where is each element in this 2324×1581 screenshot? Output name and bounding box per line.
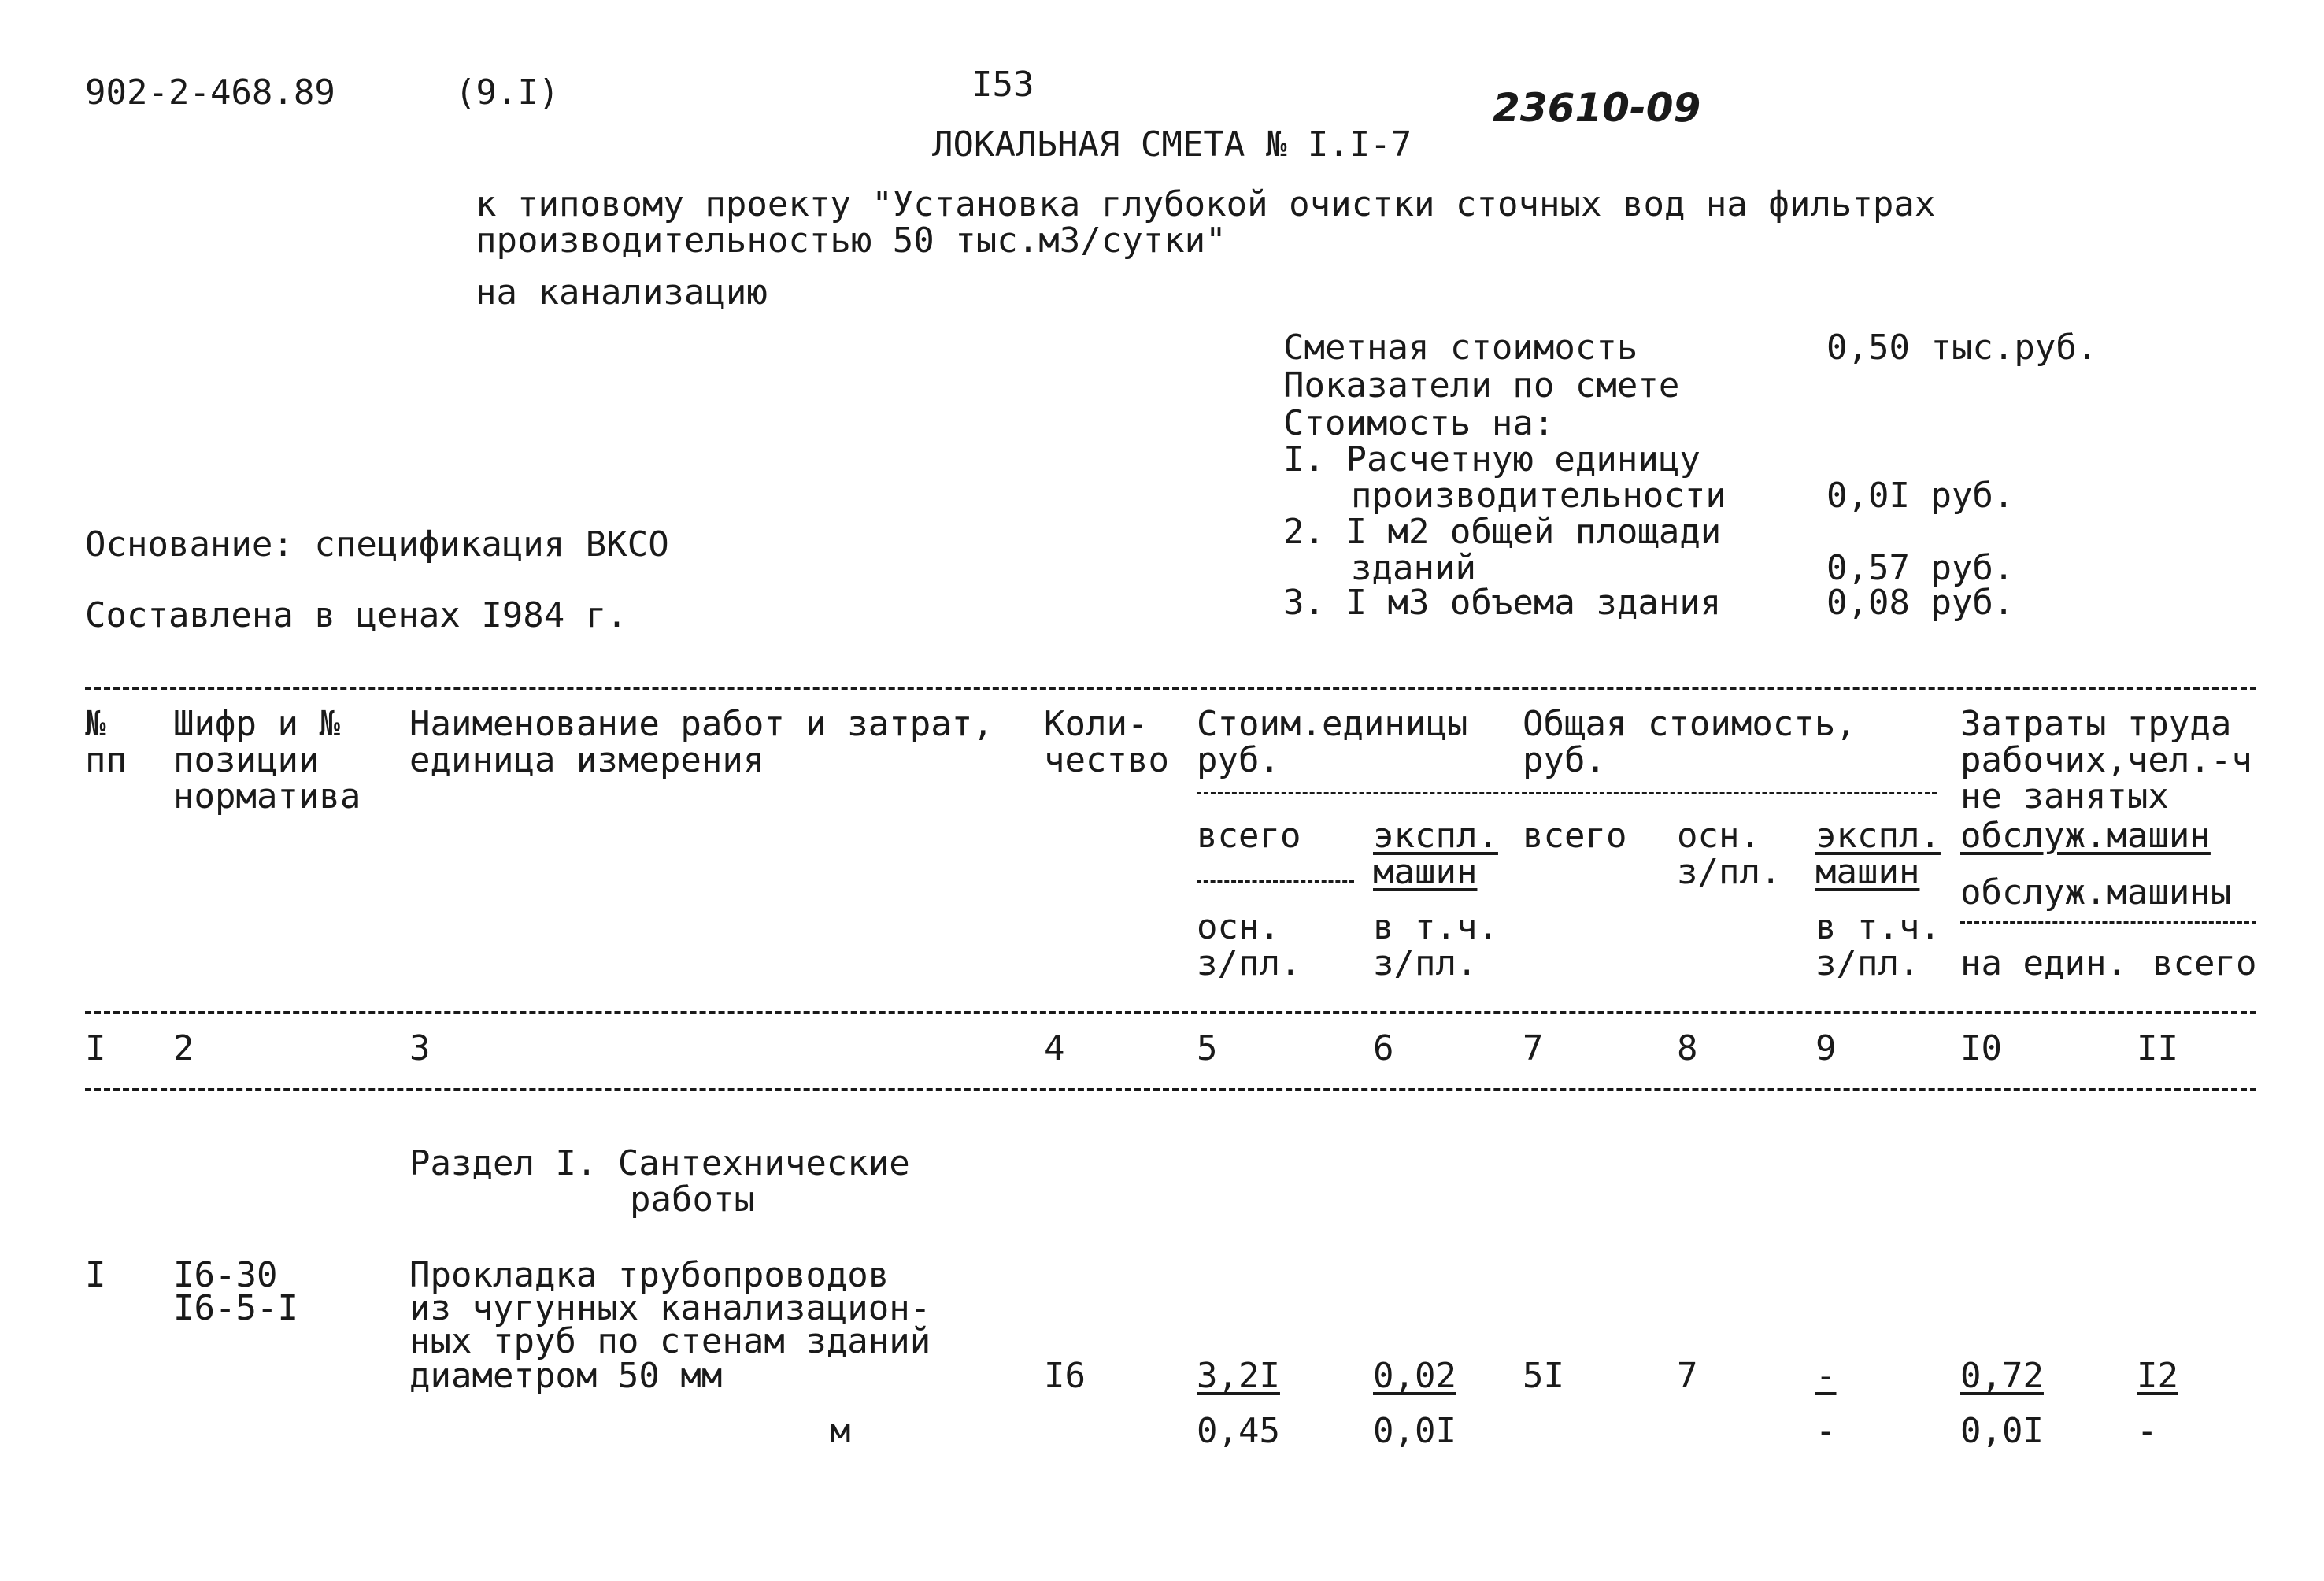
column-number: 4 [1044,1028,1065,1068]
column-numbers-bottom-rule [85,1088,2256,1091]
indicator-2-value: 0,57 руб. [1826,548,2015,588]
unit-mach-wage-subheader: в т.ч. [1373,907,1498,947]
column-number: 9 [1815,1028,1837,1068]
row-code-1: I6-30 [173,1255,278,1295]
row-name-2: из чугунных канализацион- [409,1288,931,1328]
col-qty-header-2: чество [1044,740,1169,780]
subtitle-line-2: производительностью 50 тыс.м3/сутки" [476,220,1227,261]
row-total-mach: - [1815,1356,1837,1396]
indicator-1-value: 0,0I руб. [1826,476,2015,516]
indicator-1-line-2: производительности [1351,476,1726,516]
col-name-header-2: единица измерения [409,740,764,780]
subtitle-line-1: к типовому проекту "Установка глубокой очистки сточных вод на фильтрах [476,184,1936,224]
table-top-rule [85,687,2256,690]
row-labor-total: I2 [2137,1356,2178,1396]
indicator-3-value: 0,08 руб. [1826,583,2015,623]
column-numbers-top-rule [85,1011,2256,1014]
row-total: 5I [1523,1356,1564,1396]
indicator-2-line-2: зданий [1351,548,1476,588]
row-unit-mach: 0,02 [1373,1356,1456,1396]
column-number: I0 [1960,1028,2002,1068]
section-heading-1: Раздел I. Сантехнические [409,1143,910,1183]
total-mach-subheader-2: машин [1815,852,1920,892]
indicator-3-line-1: 3. I м3 объема здания [1283,583,1722,623]
labor-header-4: обслуж.машин [1960,816,2211,856]
col-num-header-2: пп [85,740,127,780]
row-unit-total: 3,2I [1197,1356,1280,1396]
col-name-header-1: Наименование работ и затрат, [409,704,994,744]
cost-value: 0,50 тыс.руб. [1826,328,2098,368]
document-title: ЛОКАЛЬНАЯ СМЕТА № I.I-7 [932,124,1412,165]
row-name-4: диаметром 50 мм [409,1356,723,1396]
row-total-wage: 7 [1677,1356,1698,1396]
page-number: I53 [971,65,1034,105]
labor-header-1: Затраты труда [1960,704,2232,744]
total-wage-subheader: осн. [1677,816,1760,856]
column-number: I [85,1028,106,1068]
column-number: 8 [1677,1028,1698,1068]
row-labor-unit-mach: 0,0I [1960,1411,2044,1451]
indicator-2-line-1: 2. I м2 общей площади [1283,512,1722,552]
subtitle-line-3: на канализацию [476,272,768,313]
row-unit-mach-wage: 0,0I [1373,1411,1456,1451]
labor-subheader-rule [1960,921,2256,924]
handwritten-stamp: 23610-09 [1493,85,1701,131]
col-num-header-1: № [85,704,106,744]
labor-header-5: обслуж.машины [1960,872,2232,913]
section-heading-2: работы [630,1179,755,1220]
column-number: II [2137,1028,2178,1068]
unit-total-subheader: всего [1197,816,1301,856]
total-subheader: всего [1523,816,1627,856]
total-wage-subheader-2: з/пл. [1677,852,1782,892]
labor-header-3: не занятых [1960,776,2169,816]
total-cost-header-1: Общая стоимость, [1523,704,1856,744]
row-quantity: I6 [1044,1356,1086,1396]
unit-mach-subheader-2: машин [1373,852,1478,892]
unit-cost-header-1: Стоим.единицы [1197,704,1468,744]
total-mach-subheader: экспл. [1815,816,1941,856]
col-code-header-3: норматива [173,776,361,816]
indicator-1-line-1: I. Расчетную единицу [1283,439,1700,479]
row-total-mach-wage: - [1815,1411,1837,1451]
labor-per-unit-subheader: на един. [1960,943,2127,983]
total-mach-wage-subheader: в т.ч. [1815,907,1941,947]
unit-mach-subheader: экспл. [1373,816,1498,856]
row-unit: м [830,1411,851,1451]
column-number: 6 [1373,1028,1394,1068]
row-name-1: Прокладка трубопроводов [409,1255,890,1295]
unit-mach-wage-subheader-2: з/пл. [1373,943,1478,983]
cost-label: Сметная стоимость [1283,328,1638,368]
row-number: I [85,1255,106,1295]
row-name-3: ных труб по стенам зданий [409,1321,931,1361]
cost-subheader-rule [1197,792,1937,794]
document-part: (9.I) [455,72,560,113]
total-cost-header-2: руб. [1523,740,1606,780]
labor-total-subheader: всего [2152,943,2257,983]
basis-line: Основание: спецификация ВКСО [85,524,669,565]
prices-line: Составлена в ценах I984 г. [85,595,627,635]
row-code-2: I6-5-I [173,1288,298,1328]
row-unit-wage: 0,45 [1197,1411,1280,1451]
document-code: 902-2-468.89 [85,72,335,113]
unit-wage-rule [1197,880,1354,883]
col-qty-header-1: Коли- [1044,704,1149,744]
cost-on-label: Стоимость на: [1283,403,1555,443]
unit-wage-subheader: осн. [1197,907,1280,947]
column-number: 5 [1197,1028,1218,1068]
col-code-header-2: позиции [173,740,320,780]
row-labor-unit: 0,72 [1960,1356,2044,1396]
col-code-header-1: Шифр и № [173,704,340,744]
column-number: 2 [173,1028,194,1068]
column-number: 3 [409,1028,431,1068]
labor-header-2: рабочих,чел.-ч [1960,740,2252,780]
row-labor-total-mach: - [2137,1411,2158,1451]
indicators-label: Показатели по смете [1283,365,1680,405]
column-number: 7 [1523,1028,1544,1068]
unit-wage-subheader-2: з/пл. [1197,943,1301,983]
total-mach-wage-subheader-2: з/пл. [1815,943,1920,983]
unit-cost-header-2: руб. [1197,740,1280,780]
